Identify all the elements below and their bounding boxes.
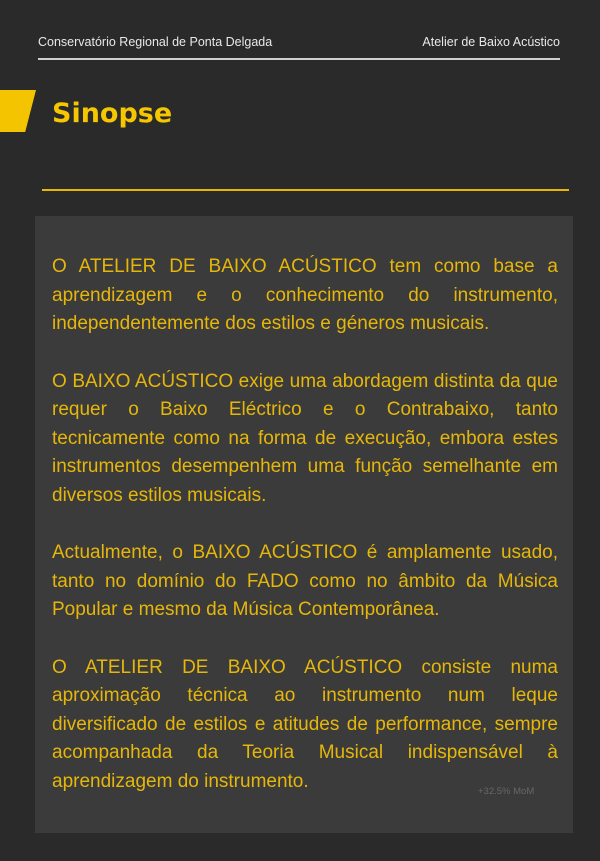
synopsis-panel — [35, 216, 573, 833]
header-course-name: Atelier de Baixo Acústico — [422, 35, 560, 49]
synopsis-paragraph: O ATELIER DE BAIXO ACÚSTICO tem como base a aprendizagem e o conhecimento do instrumento, independentemente dos estilos e géneros musicais. — [52, 256, 558, 334]
header-school-name: Conservatório Regional de Ponta Delgada — [38, 35, 273, 49]
synopsis-paragraph: Actualmente, o BAIXO ACÚSTICO é amplamente usado, tanto no domínio do FADO como no âmbito da Música Popular e mesmo da Música Contemporânea. — [52, 542, 558, 620]
page-header — [38, 34, 560, 60]
title-divider — [42, 189, 569, 191]
synopsis-paragraph: O BAIXO ACÚSTICO exige uma abordagem distinta da que requer o Baixo Eléctrico e o Contrabaixo, tanto tecnicamente como na forma de execução, embora estes instrumentos desempenhem uma função semelhante em diversos estilos musicais. — [52, 370, 558, 506]
mom-badge: +32.5% MoM — [478, 786, 535, 797]
synopsis-paragraph: O ATELIER DE BAIXO ACÚSTICO consiste numa aproximação técnica ao instrumento num leque diversificado de estilos e atitudes de performance, sempre acompanhada da Teoria Musical indispensável à aprendizagem do instrumento. — [52, 656, 558, 792]
synopsis-text — [52, 253, 558, 825]
title-accent-bar — [0, 90, 36, 132]
section-title: Sinopse — [52, 98, 173, 129]
